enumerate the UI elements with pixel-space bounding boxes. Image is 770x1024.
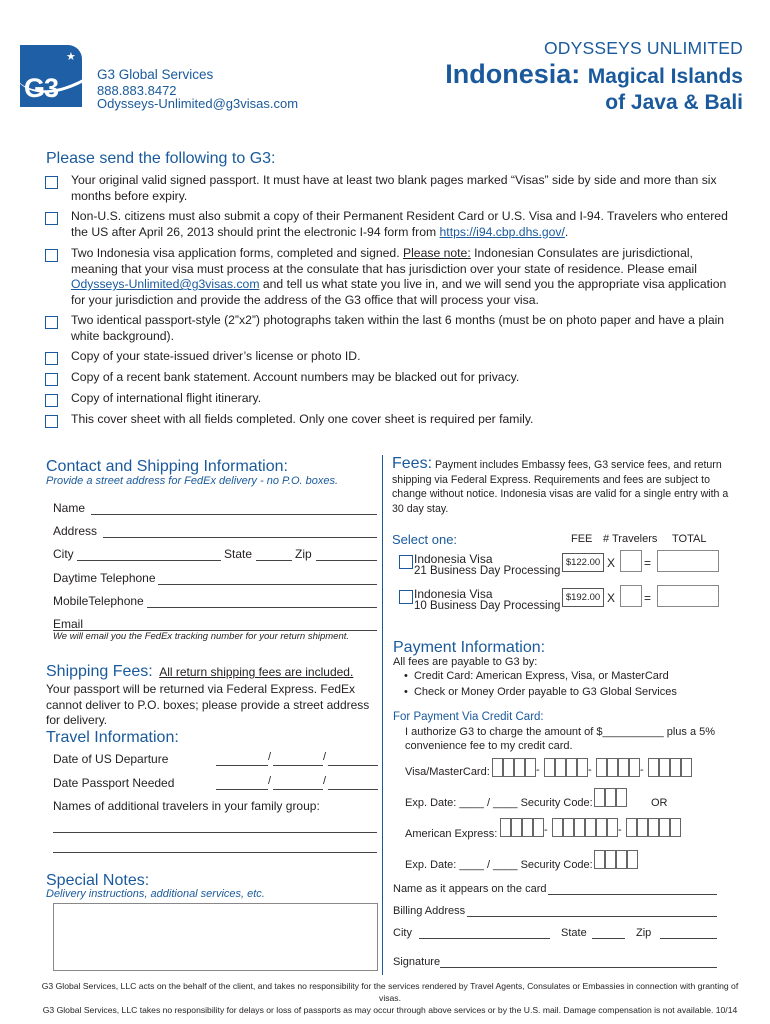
billing-state-label: State [561, 927, 587, 939]
checklist-item-passport: Your original valid signed passport. It must have at least two blank pages marked “Visas” side by side and more than six months before expiry. [71, 173, 717, 203]
city-field[interactable] [77, 560, 221, 561]
checkbox-resident-card[interactable] [45, 212, 58, 225]
footer [30, 980, 750, 1016]
mobile-phone-field[interactable] [147, 607, 377, 608]
col-fee: FEE [571, 533, 593, 545]
option-10-day-fee: $192.00 [562, 588, 604, 607]
option-10-day-name: Indonesia Visa [414, 587, 493, 601]
visa-mc-label: Visa/MasterCard: [405, 766, 490, 778]
shipping-heading [46, 663, 353, 681]
checkbox-photos[interactable] [45, 316, 58, 329]
page-subtitle-2: of Java & Bali [605, 91, 743, 114]
amex-security-code-field[interactable] [594, 850, 641, 870]
amex-label: American Express: [405, 828, 498, 840]
passport-needed-label: Date Passport Needed [53, 776, 175, 790]
col-travelers: # Travelers [603, 533, 658, 545]
special-notes-box[interactable] [53, 903, 378, 971]
billing-city-label: City [393, 927, 412, 939]
company-phone: 888.883.8472 [97, 82, 177, 98]
contact-title: Contact and Shipping Information: [46, 458, 288, 475]
shipping-title: Shipping Fees: [46, 663, 153, 680]
i94-link[interactable]: https://i94.cbp.dhs.gov/ [439, 224, 565, 239]
option-21-day-travelers-input[interactable] [620, 550, 642, 572]
billing-address-field[interactable] [467, 916, 717, 917]
payment-intro: All fees are payable to G3 by: [393, 656, 538, 668]
amex-exp-label: Exp. Date: ____ / ____ Security Code: [405, 859, 593, 871]
checklist-item-itinerary: Copy of international flight itinerary. [71, 391, 262, 405]
checkbox-drivers-license[interactable] [45, 352, 58, 365]
company-name: G3 Global Services [97, 67, 214, 82]
checkbox-bank-statement[interactable] [45, 373, 58, 386]
fees-desc: Payment includes Embassy fees, G3 service fees, and return shipping via Federal Express. Requirements and fees are subject to change without notice. Indonesia visas are valid for a single entry with a 30 day stay. [392, 459, 729, 515]
or-label: OR [651, 797, 668, 809]
page-subtitle-1: Magical Islands [587, 65, 743, 88]
payment-title: Payment Information: [393, 639, 546, 656]
fees-desc-block [392, 457, 737, 516]
checkbox-itinerary[interactable] [45, 394, 58, 407]
times-symbol-1: X [607, 556, 616, 570]
state-label: State [224, 547, 253, 561]
address-field[interactable] [103, 537, 377, 538]
zip-label: Zip [295, 547, 312, 561]
option-21-day-processing: 21 Business Day Processing [414, 565, 561, 577]
checklist-item-cover-sheet: This cover sheet with all fields completed. Only one cover sheet is required per family. [71, 412, 534, 426]
payment-method-1: • Credit Card: American Express, Visa, or MasterCard [404, 670, 669, 682]
option-21-day-name: Indonesia Visa [414, 552, 493, 566]
email-note: We will email you the FedEx tracking number for your return shipment. [53, 631, 350, 642]
billing-city-field[interactable] [419, 938, 550, 939]
checklist-item-bank-statement: Copy of a recent bank statement. Account numbers may be blacked out for privacy. [71, 370, 520, 384]
company-email: Odysseys-Unlimited@g3visas.com [97, 96, 299, 111]
footer-line-2: G3 Global Services, LLC takes no responsibility for delays or loss of passports as may occur through above services or by the U.S. mail. Damage compensation is not available. 10/14 [42, 1005, 738, 1015]
shipping-body: Your passport will be returned via Federal Express. FedEx cannot deliver to P.O. boxes; please provide a street address for delivery. [46, 682, 370, 727]
times-symbol-2: X [607, 591, 616, 605]
passport-needed-date-field[interactable]: / / [216, 776, 378, 791]
additional-travelers-line-1[interactable] [53, 832, 377, 833]
company-info [97, 68, 298, 111]
checklist-item-photos: Two identical passport-style (2”x2”) photographs taken within the last 6 months (must be on photo paper and have a plain white background). [71, 313, 725, 343]
additional-travelers-label: Names of additional travelers in your family group: [53, 799, 320, 813]
checklist-item-resident-card: Non-U.S. citizens must also submit a copy of their Permanent Resident Card or U.S. Visa and I-94. Travelers who entered the US after April 26, 2013 should print the electronic I-94 form from https://i94.cbp.dhs.gov/. [71, 209, 728, 239]
option-21-day-fee: $122.00 [562, 553, 604, 572]
g3-logo [20, 45, 82, 107]
column-divider [382, 455, 383, 975]
day-phone-label: Daytime Telephone [53, 571, 156, 585]
mobile-phone-label: MobileTelephone [53, 594, 144, 608]
checklist-item-drivers-license: Copy of your state-issued driver’s license or photo ID. [71, 349, 361, 363]
name-field[interactable] [91, 514, 377, 515]
email-label: Email [53, 617, 84, 631]
checkbox-application-forms[interactable] [45, 249, 58, 262]
option-21-day-checkbox[interactable] [399, 555, 413, 569]
zip-field[interactable] [316, 560, 377, 561]
amex-number-field[interactable]: - - [500, 818, 690, 838]
cc-authorize: I authorize G3 to charge the amount of $__________ plus a 5% convenience fee to my credit card. [405, 726, 716, 752]
equals-symbol-1: = [644, 556, 652, 570]
col-total: TOTAL [672, 533, 707, 545]
contact-subtitle: Provide a street address for FedEx delivery - no P.O. boxes. [46, 475, 339, 487]
g3-email-link[interactable]: Odysseys-Unlimited@g3visas.com [71, 277, 260, 291]
additional-travelers-line-2[interactable] [53, 852, 377, 853]
fees-title: Fees: [392, 455, 433, 472]
option-10-day-total-input[interactable] [657, 585, 719, 607]
departure-date-field[interactable]: / / [216, 752, 378, 767]
footer-line-1: G3 Global Services, LLC acts on the behalf of the client, and takes no responsibility for the services rendered by Travel Agents, Consulates or Embassies in connection with granting of visas. [41, 981, 739, 1003]
shipping-note: All return shipping fees are included. [159, 665, 354, 679]
checkbox-passport[interactable] [45, 176, 58, 189]
signature-field[interactable] [440, 967, 717, 968]
option-10-day-processing: 10 Business Day Processing [414, 600, 561, 612]
billing-label: Billing Address [393, 905, 466, 917]
notes-title: Special Notes: [46, 872, 150, 889]
address-label: Address [53, 524, 98, 538]
travel-title: Travel Information: [46, 729, 179, 746]
name-label: Name [53, 501, 86, 515]
signature-label: Signature [393, 956, 441, 968]
option-21-day-total-input[interactable] [657, 550, 719, 572]
card-name-label: Name as it appears on the card [393, 883, 547, 895]
option-10-day-checkbox[interactable] [399, 590, 413, 604]
visa-mc-number-field[interactable]: - - - [492, 758, 698, 778]
cc-title: For Payment Via Credit Card: [393, 711, 544, 723]
checklist-title: Please send the following to G3: [46, 150, 276, 167]
equals-symbol-2: = [644, 591, 652, 605]
card-name-field[interactable] [548, 894, 717, 895]
billing-state-field[interactable] [592, 938, 625, 939]
page-title: Indonesia: [445, 59, 581, 89]
billing-zip-label: Zip [636, 927, 652, 939]
logo-text: G3 [24, 73, 59, 103]
city-label: City [53, 547, 74, 561]
visa-security-code-field[interactable] [594, 788, 630, 808]
state-field[interactable] [256, 560, 292, 561]
visa-exp-label: Exp. Date: ____ / ____ Security Code: [405, 797, 593, 809]
checklist-item-application-forms: Two Indonesia visa application forms, completed and signed. Please note: Indonesian Consulates are jurisdictional, meaning that your visa must process at the consulate that has jurisdiction over your state of residence. Please email Odysseys-Unlimited@g3visas.com and tell us what state you live in, and we will send you the appropriate visa application for your jurisdiction and provide the address of the G3 office that will process your visa. [71, 246, 727, 307]
payment-method-2: • Check or Money Order payable to G3 Global Services [404, 686, 677, 698]
star-icon: ★ [66, 51, 76, 63]
brand-name: ODYSSEYS UNLIMITED [543, 38, 743, 58]
billing-zip-field[interactable] [660, 938, 717, 939]
checkbox-cover-sheet[interactable] [45, 415, 58, 428]
title-block [445, 38, 743, 115]
day-phone-field[interactable] [158, 584, 377, 585]
notes-subtitle: Delivery instructions, additional services, etc. [46, 888, 265, 900]
option-10-day-travelers-input[interactable] [620, 585, 642, 607]
select-one-label: Select one: [392, 532, 458, 547]
departure-label: Date of US Departure [53, 752, 169, 766]
